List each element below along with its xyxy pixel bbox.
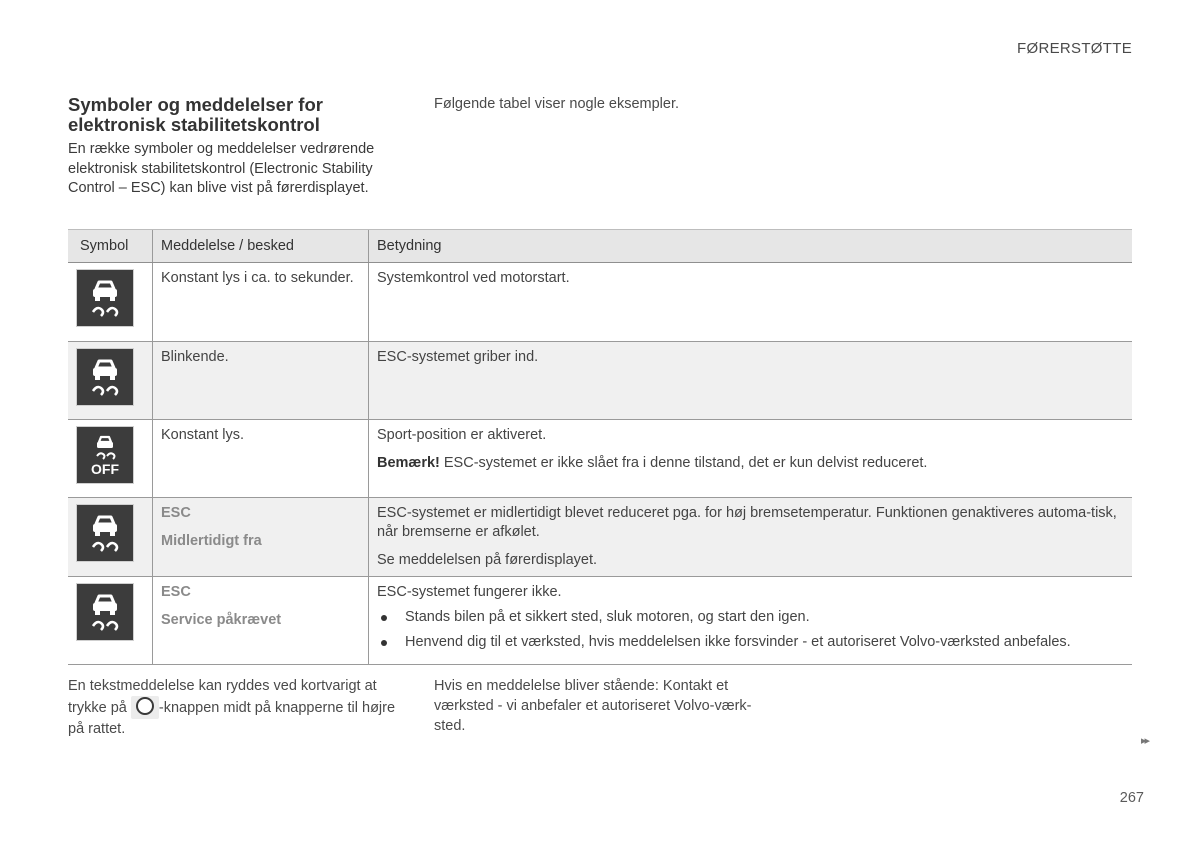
table-row	[68, 263, 1132, 342]
symbol-cell	[68, 342, 153, 420]
list-item: Henvend dig til et værksted, hvis meddelelsen ikke forsvinder - et autoriseret Volvo-værksted anbefales.	[377, 633, 1124, 652]
section-header: FØRERSTØTTE	[1017, 40, 1132, 57]
continue-arrow-icon: ▸▸	[1140, 735, 1148, 747]
note-text: ESC-systemet er ikke slået fra i denne tilstand, det er kun delvist reduceret.	[439, 455, 928, 471]
column-header-meaning: Betydning	[369, 230, 1133, 263]
message-cell: Blinkende.	[153, 342, 369, 420]
note-paragraph	[377, 454, 1124, 473]
message-title: ESC	[161, 505, 191, 521]
meaning-cell	[369, 577, 1133, 665]
meaning-cell	[369, 498, 1133, 577]
note-label: Bemærk!	[377, 455, 440, 471]
message-cell: Konstant lys.	[153, 420, 369, 498]
meaning-text: ESC-systemet er midlertidigt blevet reduceret pga. for høj bremsetemperatur. Funktionen genaktiveres automa-tisk, når bremserne er afkølet.	[377, 505, 1117, 540]
circle-button-icon	[131, 696, 159, 719]
esc-skid-icon	[76, 583, 134, 641]
page-title: Symboler og meddelelser for elektronisk stabilitetskontrol	[68, 94, 323, 135]
message-subtitle: Service påkrævet	[161, 612, 282, 628]
symbol-cell	[68, 420, 153, 498]
esc-off-icon	[76, 426, 134, 484]
esc-off-label: OFF	[91, 461, 119, 476]
intro-paragraph: En række symboler og meddelelser vedrørende elektronisk stabilitetskontrol (Electronic Stability Control – ESC) kan blive vist på førerdisplayet.	[68, 141, 375, 196]
meaning-text-secondary: Se meddelelsen på førerdisplayet.	[377, 552, 598, 568]
esc-symbol-table	[68, 229, 1132, 665]
table-row	[68, 420, 1132, 498]
page-number: 267	[1119, 790, 1144, 806]
message-cell: Konstant lys i ca. to sekunder.	[153, 263, 369, 342]
bullet-icon	[381, 615, 387, 621]
table-intro: Følgende tabel viser nogle eksempler.	[434, 96, 680, 112]
symbol-cell	[68, 498, 153, 577]
meaning-cell: ESC-systemet griber ind.	[369, 342, 1133, 420]
message-subtitle: Midlertidigt fra	[161, 533, 262, 549]
message-title: ESC	[161, 584, 191, 600]
list-item: Stands bilen på et sikkert sted, sluk motoren, og start den igen.	[377, 608, 1124, 627]
footer-note-left	[68, 676, 398, 739]
instruction-list	[377, 608, 1124, 652]
esc-skid-icon	[76, 504, 134, 562]
meaning-text: ESC-systemet fungerer ikke.	[377, 584, 562, 600]
table-row	[68, 498, 1132, 577]
footer-note-right: Hvis en meddelelse bliver stående: Kontakt et værksted - vi anbefaler et autoriseret Volvo-værk-sted.	[434, 678, 752, 734]
bullet-icon	[381, 640, 387, 646]
symbol-cell	[68, 577, 153, 665]
meaning-cell: Systemkontrol ved motorstart.	[369, 263, 1133, 342]
footer-left-text-2: -knappen midt på knapperne til højre på rattet.	[68, 700, 396, 737]
message-cell	[153, 577, 369, 665]
table-row	[68, 577, 1132, 665]
meaning-cell	[369, 420, 1133, 498]
column-header-symbol: Symbol	[68, 230, 153, 263]
esc-skid-icon	[76, 269, 134, 327]
symbol-cell	[68, 263, 153, 342]
message-cell	[153, 498, 369, 577]
table-row	[68, 342, 1132, 420]
esc-skid-icon	[76, 348, 134, 406]
meaning-text: Sport-position er aktiveret.	[377, 427, 547, 443]
table-header-row	[68, 230, 1132, 263]
column-header-message: Meddelelse / besked	[153, 230, 369, 263]
footer-left-text-1: En tekstmeddelelse kan ryddes ved kortvarigt at trykke på	[68, 678, 377, 716]
